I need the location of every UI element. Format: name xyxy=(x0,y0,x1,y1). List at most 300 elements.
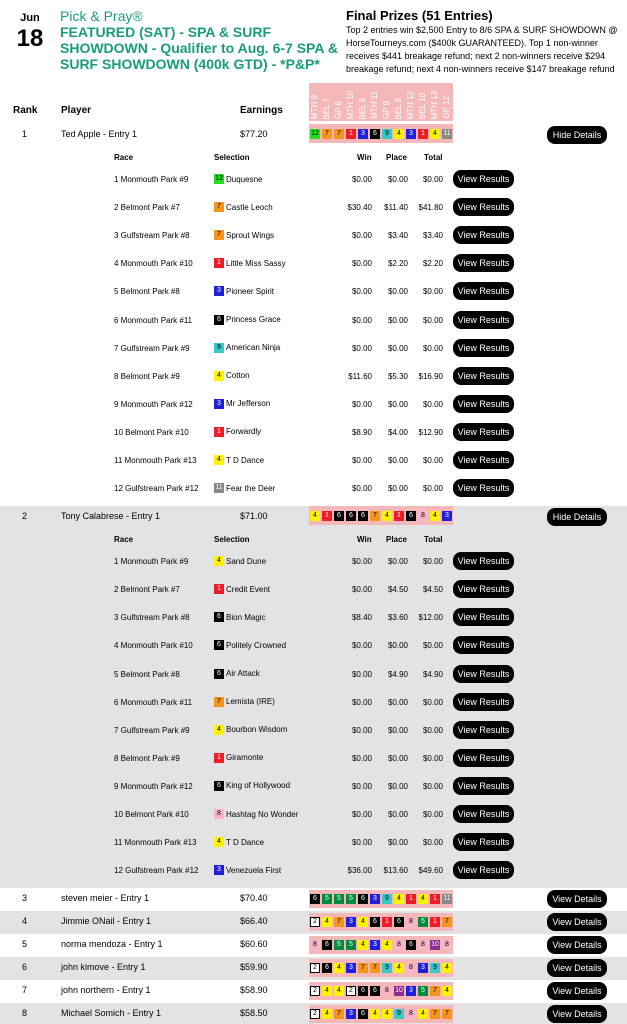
saddle-cloth-number: 8 xyxy=(442,940,452,950)
saddle-cloth-number: 4 xyxy=(418,1009,428,1019)
earnings-column-header: Earnings xyxy=(240,105,283,116)
entry-row xyxy=(0,506,627,888)
saddle-cloth-number: 4 xyxy=(382,511,392,521)
saddle-cloth-number: 8 xyxy=(406,1009,416,1019)
saddle-cloth-number: 10 xyxy=(395,987,403,995)
saddle-cloth-number: 3 xyxy=(214,865,224,875)
detail-race: 12 Gulfstream Park #12 xyxy=(114,866,199,876)
view-results-button[interactable]: View Results xyxy=(453,693,514,711)
prizes-description-line-3: receives $441 breakage refund; next 2 non-winners receive $294 xyxy=(346,51,606,61)
contest-date xyxy=(12,12,48,52)
pick-cell xyxy=(393,962,405,974)
detail-win: $0.00 xyxy=(351,287,372,297)
race-header xyxy=(333,83,345,121)
saddle-cloth-number: 8 xyxy=(214,809,224,819)
detail-race: 11 Monmouth Park #13 xyxy=(114,456,197,465)
detail-race: 8 Belmont Park #9 xyxy=(114,753,180,763)
detail-selection xyxy=(214,640,286,650)
saddle-cloth-number: 8 xyxy=(394,940,404,950)
detail-total: $16.90 xyxy=(418,371,443,381)
pick-cell xyxy=(345,916,357,928)
date-day: 18 xyxy=(16,25,44,52)
view-results-button[interactable]: View Results xyxy=(453,777,514,795)
detail-total: $0.00 xyxy=(422,781,443,791)
detail-place: $0.00 xyxy=(387,838,408,848)
saddle-cloth-number: 3 xyxy=(418,963,428,973)
saddle-cloth-number: 9 xyxy=(394,1009,404,1019)
detail-place: $5.30 xyxy=(387,371,408,381)
saddle-cloth-number: 5 xyxy=(322,894,332,904)
race-header xyxy=(369,83,381,121)
pick-cell xyxy=(381,962,393,974)
picks-strip xyxy=(309,124,453,143)
detail-win: $0.00 xyxy=(351,231,372,241)
saddle-cloth-number: 7 xyxy=(370,963,380,973)
view-results-button[interactable]: View Results xyxy=(453,861,514,879)
entry-rank: 2 xyxy=(22,511,28,522)
saddle-cloth-number: 5 xyxy=(346,894,356,904)
view-results-button[interactable]: View Results xyxy=(453,580,514,598)
saddle-cloth-number: 3 xyxy=(370,940,380,950)
pick-cell xyxy=(417,962,429,974)
pick-cell xyxy=(309,128,321,140)
saddle-cloth-number: 7 xyxy=(214,202,224,212)
saddle-cloth-number: 5 xyxy=(418,917,428,927)
pick-cell xyxy=(345,939,357,951)
pick-cell xyxy=(333,128,345,140)
saddle-cloth-number: 11 xyxy=(443,895,451,903)
pick-cell xyxy=(441,128,453,140)
pick-cell xyxy=(369,128,381,140)
rank-column-header: Rank xyxy=(13,105,38,116)
entry-earnings: $77.20 xyxy=(240,129,268,139)
pick-cell xyxy=(333,893,345,905)
entry-earnings: $71.00 xyxy=(240,511,268,522)
saddle-cloth-number: 4 xyxy=(214,556,224,566)
horse-name: Sand Dune xyxy=(226,556,267,566)
entry-player: norma mendoza - Entry 1 xyxy=(61,939,163,950)
detail-total: $0.00 xyxy=(422,725,443,735)
view-results-button[interactable]: View Results xyxy=(453,721,514,739)
saddle-cloth-number: 9 xyxy=(382,963,392,973)
entry-row xyxy=(0,124,627,506)
detail-win: $0.00 xyxy=(351,484,372,494)
detail-place: $0.00 xyxy=(387,557,408,567)
saddle-cloth-number: 3 xyxy=(346,963,356,973)
saddle-cloth-number: 6 xyxy=(358,894,368,904)
pick-cell xyxy=(429,962,441,974)
view-results-button[interactable]: View Results xyxy=(453,451,514,469)
saddle-cloth-number: 8 xyxy=(406,963,416,973)
saddle-cloth-number: 1 xyxy=(214,258,224,268)
picks-strip xyxy=(309,982,453,1000)
detail-place: $0.00 xyxy=(387,725,408,735)
view-details-button[interactable]: View Details xyxy=(547,890,607,908)
view-results-button[interactable]: View Results xyxy=(453,254,514,272)
saddle-cloth-number: 5 xyxy=(334,894,344,904)
pick-cell xyxy=(309,510,321,522)
detail-place: $13.60 xyxy=(383,866,408,876)
view-details-button[interactable]: View Details xyxy=(547,913,607,931)
saddle-cloth-number: 6 xyxy=(322,940,332,950)
saddle-cloth-number: 6 xyxy=(214,640,224,650)
saddle-cloth-number: 1 xyxy=(418,129,428,139)
view-results-button[interactable]: View Results xyxy=(453,833,514,851)
detail-place: $0.00 xyxy=(387,484,408,494)
detail-place: $0.00 xyxy=(387,697,408,707)
view-results-button[interactable]: View Results xyxy=(453,805,514,823)
saddle-cloth-number: 7 xyxy=(334,917,344,927)
saddle-cloth-number: 6 xyxy=(406,940,416,950)
race-header-label: MTH 13 xyxy=(430,90,439,119)
entry-earnings: $58.90 xyxy=(240,985,268,996)
detail-race: 10 Belmont Park #10 xyxy=(114,427,189,437)
horse-name: Castle Leoch xyxy=(226,202,273,212)
race-header-label: MTH 10 xyxy=(346,90,355,119)
entry-earnings: $59.90 xyxy=(240,962,268,973)
entry-player: Michael Somich - Entry 1 xyxy=(61,1008,162,1019)
detail-race: 6 Monmouth Park #11 xyxy=(114,315,193,325)
saddle-cloth-number: 2 xyxy=(310,963,320,973)
detail-place: $3.40 xyxy=(387,231,408,241)
saddle-cloth-number: 6 xyxy=(214,781,224,791)
detail-place: $0.00 xyxy=(387,343,408,353)
view-details-button[interactable]: View Details xyxy=(547,959,607,977)
pick-cell xyxy=(405,939,417,951)
view-results-button[interactable]: View Results xyxy=(453,552,514,570)
saddle-cloth-number: 7 xyxy=(214,697,224,707)
detail-race: 7 Gulfstream Park #9 xyxy=(114,343,190,353)
pick-cell xyxy=(309,939,321,951)
saddle-cloth-number: 3 xyxy=(406,129,416,139)
picks-strip xyxy=(309,890,453,908)
detail-win: $0.00 xyxy=(351,669,372,679)
view-details-button[interactable]: View Details xyxy=(547,936,607,954)
saddle-cloth-number: 4 xyxy=(430,129,440,139)
saddle-cloth-number: 4 xyxy=(358,940,368,950)
saddle-cloth-number: 12 xyxy=(215,175,223,182)
saddle-cloth-number: 4 xyxy=(358,917,368,927)
saddle-cloth-number: 2 xyxy=(310,986,320,996)
pick-cell xyxy=(441,962,453,974)
saddle-cloth-number: 4 xyxy=(334,963,344,973)
detail-place: $0.00 xyxy=(387,810,408,820)
pick-cell xyxy=(417,916,429,928)
detail-place: $0.00 xyxy=(387,287,408,297)
saddle-cloth-number: 9 xyxy=(214,343,224,353)
detail-selection xyxy=(214,315,281,325)
pick-cell xyxy=(405,985,417,997)
pick-cell xyxy=(381,939,393,951)
race-header xyxy=(357,83,369,121)
detail-selection xyxy=(214,556,266,566)
view-results-button[interactable]: View Results xyxy=(453,198,514,216)
detail-selection xyxy=(214,669,260,679)
pick-cell xyxy=(357,962,369,974)
hide-details-button[interactable]: Hide Details xyxy=(547,508,607,526)
saddle-cloth-number: 4 xyxy=(442,986,452,996)
view-results-button[interactable]: View Results xyxy=(453,367,514,385)
horse-name: Princess Grace xyxy=(226,315,281,324)
pick-cell xyxy=(357,128,369,140)
race-header-label: BEL 7 xyxy=(322,97,331,119)
detail-selection xyxy=(214,455,264,465)
detail-win: $0.00 xyxy=(351,725,372,735)
saddle-cloth-number: 6 xyxy=(394,917,404,927)
race-header-label: GP 9 xyxy=(382,100,391,119)
horse-name: Hashtag No Wonder xyxy=(226,809,299,819)
detail-race: 1 Monmouth Park #9 xyxy=(114,557,189,567)
detail-race: 9 Monmouth Park #12 xyxy=(114,399,193,409)
pick-cell xyxy=(417,1008,429,1020)
race-header-label: MTH 12 xyxy=(406,90,415,119)
entry-rank: 5 xyxy=(22,939,28,950)
detail-selection xyxy=(214,781,290,791)
saddle-cloth-number: 4 xyxy=(214,837,224,847)
pick-cell xyxy=(417,510,429,522)
detail-selection xyxy=(214,399,270,409)
entry-player: john northern - Entry 1 xyxy=(61,985,151,996)
race-header xyxy=(321,83,333,121)
detail-selection xyxy=(214,837,264,847)
saddle-cloth-number: 7 xyxy=(322,129,332,139)
saddle-cloth-number: 4 xyxy=(382,1009,392,1019)
saddle-cloth-number: 3 xyxy=(406,986,416,996)
date-month: Jun xyxy=(20,12,40,24)
view-results-button[interactable]: View Results xyxy=(453,636,514,654)
win-column-header: Win xyxy=(357,153,372,162)
saddle-cloth-number: 6 xyxy=(322,963,332,973)
detail-selection xyxy=(214,371,250,381)
pick-cell xyxy=(441,893,453,905)
detail-race: 4 Monmouth Park #10 xyxy=(114,259,193,269)
saddle-cloth-number: 4 xyxy=(418,894,428,904)
detail-place: $0.00 xyxy=(387,315,408,325)
detail-race: 3 Gulfstream Park #8 xyxy=(114,613,190,623)
view-details-button[interactable]: View Details xyxy=(547,1005,607,1023)
view-results-button[interactable]: View Results xyxy=(453,226,514,244)
detail-total: $4.50 xyxy=(422,585,443,595)
race-header-label: GP 8 xyxy=(334,100,343,119)
view-results-button[interactable]: View Results xyxy=(453,282,514,300)
horse-name: Sprout Wings xyxy=(226,230,275,240)
view-details-button[interactable]: View Details xyxy=(547,982,607,1000)
pick-cell xyxy=(357,510,369,522)
pick-cell xyxy=(321,510,333,522)
pick-cell xyxy=(333,1008,345,1020)
view-results-button[interactable]: View Results xyxy=(453,608,514,626)
prizes-title: Final Prizes (51 Entries) xyxy=(346,8,493,23)
pick-cell xyxy=(441,510,453,522)
entry-player: Jimmie ONail - Entry 1 xyxy=(61,916,152,927)
saddle-cloth-number: 6 xyxy=(214,315,224,325)
pick-cell xyxy=(405,128,417,140)
race-header-label: MTH 11 xyxy=(370,91,379,119)
saddle-cloth-number: 1 xyxy=(430,917,440,927)
detail-place: $11.40 xyxy=(384,203,408,213)
saddle-cloth-number: 6 xyxy=(370,986,380,996)
saddle-cloth-number: 7 xyxy=(442,1009,452,1019)
pick-cell xyxy=(321,962,333,974)
horse-name: Lemista (IRE) xyxy=(226,697,275,707)
horse-name: Venezuela First xyxy=(226,865,282,875)
saddle-cloth-number: 4 xyxy=(334,986,344,996)
race-column-header: Race xyxy=(114,535,134,545)
view-results-button[interactable]: View Results xyxy=(453,395,514,413)
detail-place: $4.50 xyxy=(387,585,408,595)
saddle-cloth-number: 2 xyxy=(346,986,356,996)
saddle-cloth-number: 3 xyxy=(358,129,368,139)
detail-total: $0.00 xyxy=(422,399,443,409)
race-header-label: BEL 8 xyxy=(358,97,367,119)
view-results-button[interactable]: View Results xyxy=(453,339,514,357)
prizes-description-line-4: breakage refund; next 4 non-winners receive $147 breakage refund xyxy=(346,64,615,74)
pick-cell xyxy=(393,916,405,928)
detail-win: $0.00 xyxy=(351,781,372,791)
detail-win: $11.60 xyxy=(348,371,372,381)
detail-win: $0.00 xyxy=(351,399,372,409)
entry-earnings: $66.40 xyxy=(240,916,268,927)
view-results-button[interactable]: View Results xyxy=(453,479,514,497)
pick-cell xyxy=(393,510,405,522)
detail-win: $0.00 xyxy=(351,315,372,325)
saddle-cloth-number: 7 xyxy=(334,1009,344,1019)
detail-selection xyxy=(214,343,280,353)
saddle-cloth-number: 7 xyxy=(442,917,452,927)
entry-row xyxy=(0,957,627,980)
product-name: Pick & Pray® xyxy=(60,8,143,24)
pick-cell xyxy=(321,985,333,997)
race-header-label: BEL 9 xyxy=(394,97,403,119)
saddle-cloth-number: 1 xyxy=(214,584,224,594)
pick-cell xyxy=(333,962,345,974)
saddle-cloth-number: 4 xyxy=(394,963,404,973)
saddle-cloth-number: 3 xyxy=(346,917,356,927)
saddle-cloth-number: 1 xyxy=(406,894,416,904)
pick-cell xyxy=(405,893,417,905)
view-results-button[interactable]: View Results xyxy=(453,423,514,441)
saddle-cloth-number: 6 xyxy=(358,511,368,521)
saddle-cloth-number: 8 xyxy=(418,940,428,950)
total-column-header: Total xyxy=(424,153,443,162)
race-header-label: BEL 10 xyxy=(418,93,427,119)
saddle-cloth-number: 7 xyxy=(334,129,344,139)
saddle-cloth-number: 2 xyxy=(310,917,320,927)
saddle-cloth-number: 11 xyxy=(215,484,223,492)
pick-cell xyxy=(321,1008,333,1020)
detail-place: $4.90 xyxy=(387,669,408,679)
horse-name: Pioneer Spirit xyxy=(226,286,275,296)
detail-place: $0.00 xyxy=(387,456,408,465)
horse-name: Giramonte xyxy=(226,753,264,763)
pick-cell xyxy=(369,893,381,905)
pick-cell xyxy=(429,510,441,522)
detail-place: $0.00 xyxy=(387,175,408,184)
detail-total: $0.00 xyxy=(422,641,443,651)
detail-race: 8 Belmont Park #9 xyxy=(114,371,180,381)
pick-cell xyxy=(393,1008,405,1020)
view-results-button[interactable]: View Results xyxy=(453,749,514,767)
detail-selection xyxy=(214,725,287,735)
pick-cell xyxy=(417,128,429,140)
saddle-cloth-number: 4 xyxy=(322,1009,332,1019)
view-results-button[interactable]: View Results xyxy=(453,170,514,188)
detail-win: $0.00 xyxy=(351,641,372,651)
detail-total: $2.20 xyxy=(422,259,443,269)
saddle-cloth-number: 3 xyxy=(346,1009,356,1019)
picks-strip xyxy=(309,506,453,525)
detail-win: $0.00 xyxy=(351,557,372,567)
view-results-button[interactable]: View Results xyxy=(453,311,514,329)
detail-selection xyxy=(214,230,274,240)
entry-rank: 8 xyxy=(22,1008,28,1019)
win-column-header: Win xyxy=(357,535,372,545)
detail-race: 5 Belmont Park #8 xyxy=(114,287,180,297)
pick-cell xyxy=(441,1008,453,1020)
entry-row xyxy=(0,980,627,1003)
prizes-description-line-2: HorseTourneys.com ($400k GUARANTEED). Top 1 non-winner xyxy=(346,38,598,48)
picks-strip xyxy=(309,959,453,977)
saddle-cloth-number: 7 xyxy=(430,986,440,996)
saddle-cloth-number: 6 xyxy=(310,894,320,904)
saddle-cloth-number: 7 xyxy=(358,963,368,973)
entry-rank: 6 xyxy=(22,962,28,973)
race-header xyxy=(381,83,393,121)
pick-cell xyxy=(441,985,453,997)
saddle-cloth-number: 4 xyxy=(382,940,392,950)
saddle-cloth-number: 9 xyxy=(382,129,392,139)
saddle-cloth-number: 4 xyxy=(214,371,224,381)
place-column-header: Place xyxy=(386,535,407,545)
detail-place: $4.00 xyxy=(387,427,408,437)
picks-strip xyxy=(309,1005,453,1023)
entry-rank: 1 xyxy=(22,129,28,139)
detail-total: $12.00 xyxy=(418,613,443,623)
horse-name: T D Dance xyxy=(226,455,265,465)
race-header xyxy=(429,83,441,121)
saddle-cloth-number: 1 xyxy=(214,427,224,437)
detail-total: $0.00 xyxy=(422,557,443,567)
pick-cell xyxy=(333,916,345,928)
entry-earnings: $60.60 xyxy=(240,939,268,950)
pick-cell xyxy=(393,893,405,905)
saddle-cloth-number: 9 xyxy=(382,894,392,904)
saddle-cloth-number: 4 xyxy=(394,894,404,904)
saddle-cloth-number: 5 xyxy=(346,940,356,950)
saddle-cloth-number: 9 xyxy=(430,963,440,973)
view-results-button[interactable]: View Results xyxy=(453,665,514,683)
saddle-cloth-number: 10 xyxy=(431,941,439,949)
prizes-description-line-1: Top 2 entries win $2,500 Entry to 8/6 SPA & SURF SHOWDOWN @ xyxy=(346,25,618,35)
detail-race: 4 Monmouth Park #10 xyxy=(114,641,193,651)
horse-name: Little Miss Sassy xyxy=(226,258,286,268)
horse-name: Bourbon Wisdom xyxy=(226,725,288,735)
pick-cell xyxy=(405,1008,417,1020)
detail-total: $0.00 xyxy=(422,343,443,353)
pick-cell xyxy=(345,893,357,905)
pick-cell xyxy=(441,939,453,951)
horse-name: Bion Magic xyxy=(226,612,266,622)
detail-win: $0.00 xyxy=(351,838,372,848)
hide-details-button[interactable]: Hide Details xyxy=(547,126,607,144)
detail-total: $12.90 xyxy=(418,427,443,437)
saddle-cloth-number: 6 xyxy=(214,669,224,679)
detail-win: $30.40 xyxy=(347,203,372,213)
saddle-cloth-number: 12 xyxy=(311,129,319,137)
total-column-header: Total xyxy=(424,535,443,545)
contest-name-line-2: SHOWDOWN - Qualifier to Aug. 6-7 SPA & xyxy=(60,40,338,56)
race-header xyxy=(309,83,321,121)
